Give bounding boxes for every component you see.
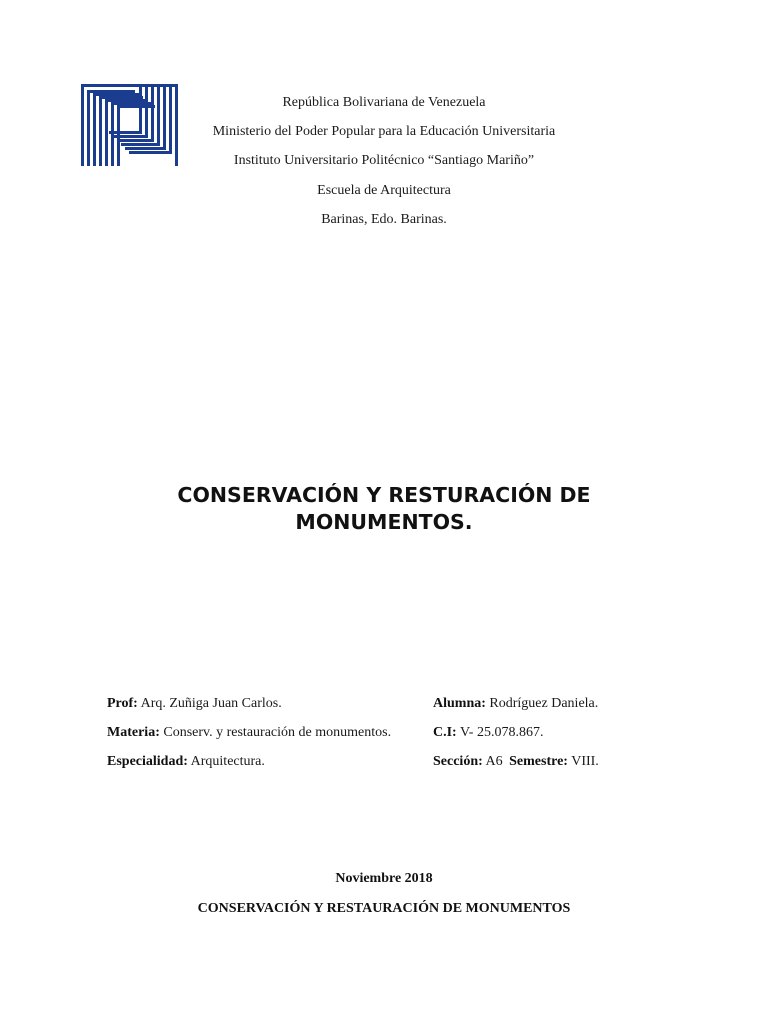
semestre-value: VIII. xyxy=(571,754,599,769)
especialidad-value: Arquitectura. xyxy=(190,754,265,769)
prof-label: Prof: xyxy=(107,696,138,711)
header-line-institute: Instituto Universitario Politécnico “Santiago Mariño” xyxy=(233,153,535,169)
title-line-1: CONSERVACIÓN Y RESTURACIÓN DE xyxy=(177,483,591,507)
header-line-school: Escuela de Arquitectura xyxy=(317,182,451,198)
title-line-2: MONUMENTOS. xyxy=(295,510,473,534)
alumna-label: Alumna: xyxy=(433,696,486,711)
prof-row xyxy=(107,696,282,712)
header-line-location: Barinas, Edo. Barinas. xyxy=(321,211,447,227)
materia-row xyxy=(107,725,391,741)
seccion-label: Sección: xyxy=(433,754,483,769)
alumna-row xyxy=(433,696,598,712)
institution-header xyxy=(150,88,618,234)
alumna-value: Rodríguez Daniela. xyxy=(489,696,599,711)
ci-label: C.I: xyxy=(433,725,457,740)
materia-value: Conserv. y restauración de monumentos. xyxy=(163,725,392,740)
footer-title: CONSERVACIÓN Y RESTAURACIÓN DE MONUMENTOS xyxy=(197,901,571,916)
ci-row xyxy=(433,725,543,741)
seccion-row xyxy=(433,754,599,770)
header-line-ministry: Ministerio del Poder Popular para la Educación Universitaria xyxy=(212,124,556,140)
semestre-label: Semestre: xyxy=(509,754,568,769)
materia-label: Materia: xyxy=(107,725,160,740)
especialidad-label: Especialidad: xyxy=(107,754,188,769)
seccion-value: A6 xyxy=(485,754,503,769)
document-date: Noviembre 2018 xyxy=(335,871,433,886)
especialidad-row xyxy=(107,754,265,770)
header-line-republic: República Bolivariana de Venezuela xyxy=(282,95,486,110)
prof-value: Arq. Zuñiga Juan Carlos. xyxy=(140,696,282,711)
document-title xyxy=(100,482,668,536)
ci-value: V- 25.078.867. xyxy=(459,725,544,740)
